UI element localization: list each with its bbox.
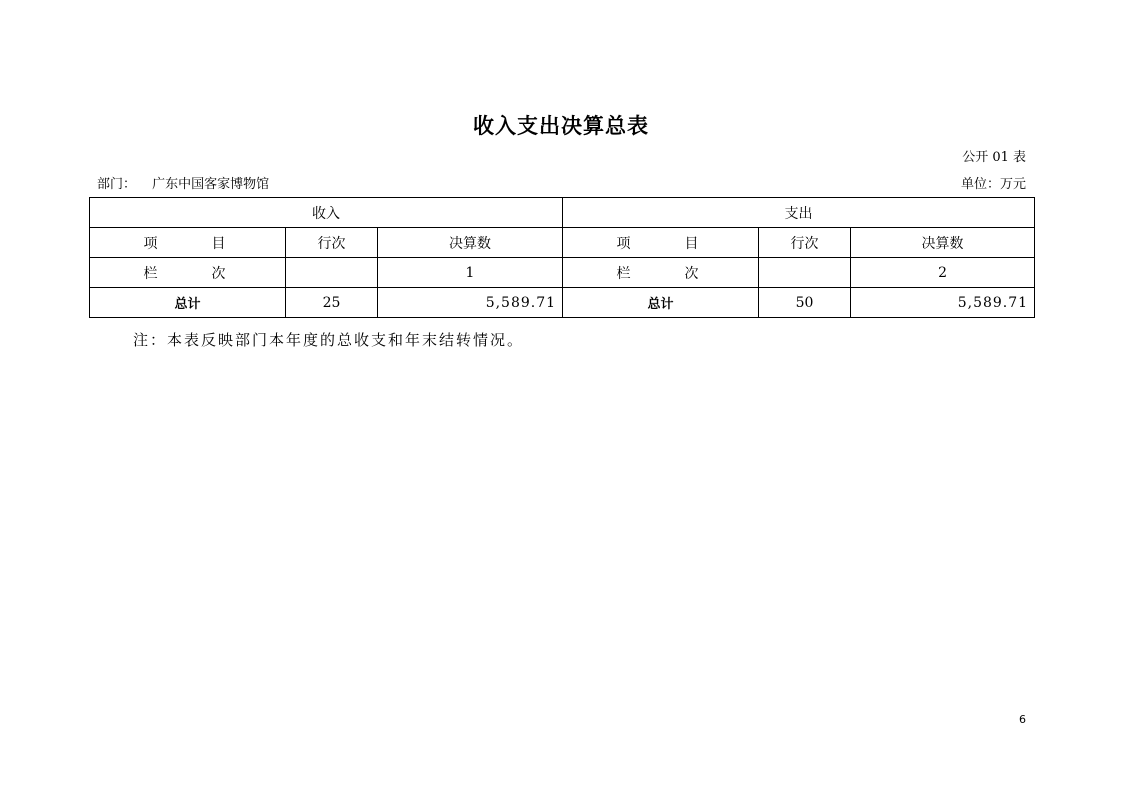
table-column-index-row [90,258,1035,288]
expense-total-line: 50 [759,288,851,318]
table-total-row [90,288,1035,318]
budget-summary-table [89,197,1035,318]
expense-total-label: 总计 [563,288,759,318]
income-amount-header: 决算数 [378,228,563,258]
expense-item-header: 项 目 [563,228,759,258]
table-column-header-row [90,228,1035,258]
income-total-amount: 5,589.71 [378,288,563,318]
unit-label: 单位：万元 [960,177,1026,192]
expense-line-index-empty [759,258,851,288]
income-line-header: 行次 [286,228,378,258]
expense-total-amount: 5,589.71 [851,288,1035,318]
income-item-header: 项 目 [90,228,286,258]
table-note: 注：本表反映部门本年度的总收支和年末结转情况。 [133,331,525,349]
department-line [97,173,269,192]
expense-line-header: 行次 [759,228,851,258]
income-row-label: 栏 次 [90,258,286,288]
expense-amount-header: 决算数 [851,228,1035,258]
table-group-header-row [90,198,1035,228]
income-line-index-empty [286,258,378,288]
income-total-label: 总计 [90,288,286,318]
income-header: 收入 [90,198,563,228]
department-name: 广东中国客家博物馆 [152,177,270,192]
expense-row-label: 栏 次 [563,258,759,288]
page-title: 收入支出决算总表 [473,114,649,138]
department-label: 部门： [97,177,137,192]
income-column-index: 1 [378,258,563,288]
expense-header: 支出 [563,198,1035,228]
income-total-line: 25 [286,288,378,318]
expense-column-index: 2 [851,258,1035,288]
form-number: 公开 01 表 [962,150,1026,165]
page-number: 6 [1019,713,1026,726]
